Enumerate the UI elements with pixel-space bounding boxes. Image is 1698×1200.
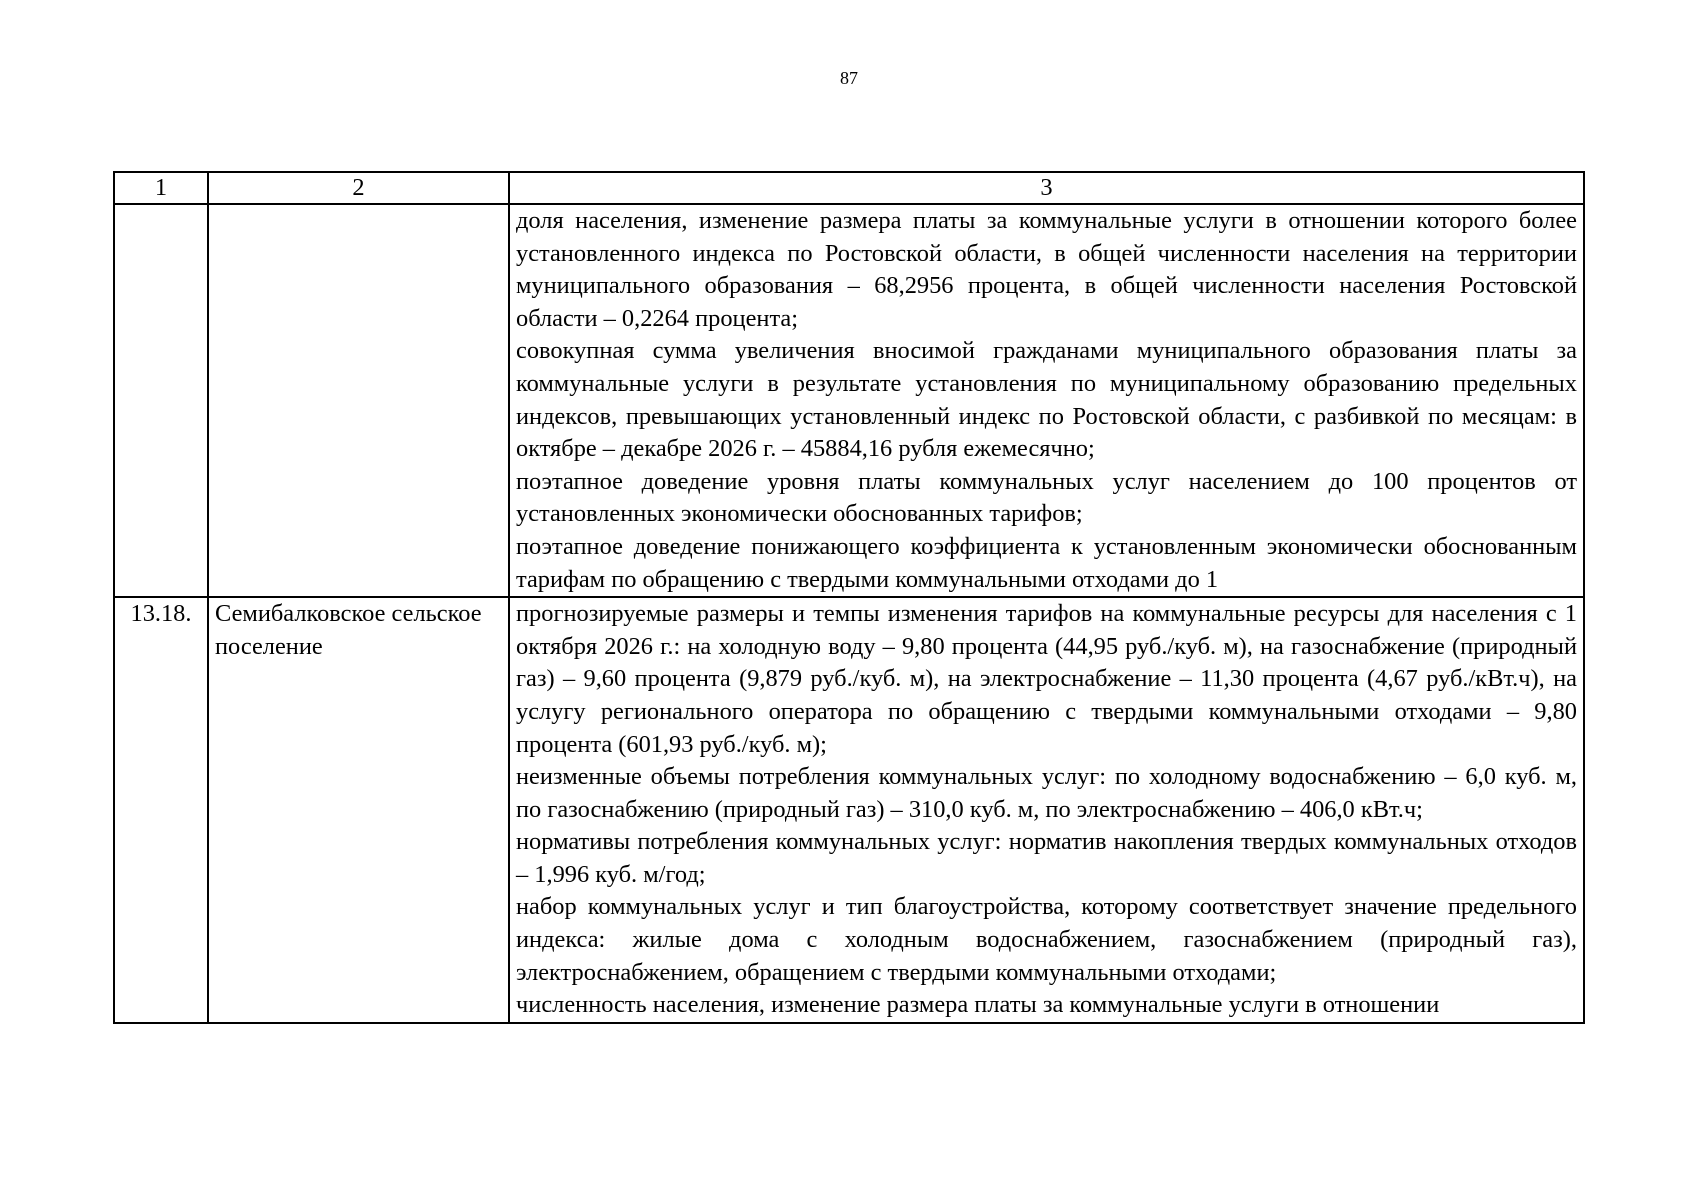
- paragraph: поэтапное доведение понижающего коэффициента к установленным экономически обоснованным тарифам по обращению с твердыми коммунальными отходами до 1: [516, 532, 1577, 593]
- paragraph: доля населения, изменение размера платы за коммунальные услуги в отношении которого более установленного индекса по Ростовской области, в общей численности населения на территории муниципального образования – 68,2956 процента, в общей численности населения Ростовской области – 0,2264 процента;: [516, 207, 1577, 332]
- table-row: [114, 204, 1584, 597]
- paragraph: численность населения, изменение размера платы за коммунальные услуги в отношении: [516, 991, 1440, 1019]
- header-col-1: 1: [114, 172, 208, 204]
- page-number: 87: [840, 68, 858, 88]
- paragraph: нормативы потребления коммунальных услуг: норматив накопления твердых коммунальных отходов – 1,996 куб. м/год;: [516, 828, 1577, 888]
- row-number-cell: [114, 204, 208, 597]
- header-col-3: 3: [509, 172, 1584, 204]
- paragraph: неизменные объемы потребления коммунальных услуг: по холодному водоснабжению – 6,0 куб. м, по газоснабжению (природный газ) – 310,0 куб. м, по электроснабжению – 406,0 кВт.ч;: [516, 763, 1577, 823]
- table-header-row: [114, 172, 1584, 204]
- municipality-name-cell: Семибалковское сельское поселение: [208, 597, 509, 1023]
- paragraph: набор коммунальных услуг и тип благоустройства, которому соответствует значение предельного индекса: жилые дома с холодным водоснабжением, газоснабжением (природный газ), электроснабжением, обращением с твердыми коммунальными отходами;: [516, 893, 1577, 986]
- table-row: [114, 597, 1584, 1023]
- municipality-name-cell: [208, 204, 509, 597]
- paragraph: поэтапное доведение уровня платы коммунальных услуг населением до 100 процентов от установленных экономически обоснованных тарифов;: [516, 467, 1577, 528]
- document-table: [113, 171, 1585, 1024]
- paragraph: прогнозируемые размеры и темпы изменения тарифов на коммунальные ресурсы для населения с 1 октября 2026 г.: на холодную воду – 9,80 процента (44,95 руб./куб. м), на газоснабжение (природный газ) – 9,60 процента (9,879 руб./куб. м), на электроснабжение – 11,30 процента (4,67 руб./кВт.ч), на услугу регионального оператора по обращению с твердыми коммунальными отходами – 9,80 процента (601,93 руб./куб. м);: [516, 600, 1577, 758]
- paragraph: совокупная сумма увеличения вносимой гражданами муниципального образования платы за коммунальные услуги в результате установления по муниципальному образованию предельных индексов, превышающих установленный индекс по Ростовской области, с разбивкой по месяцам: в октябре – декабре 2026 г. – 45884,16 рубля ежемесячно;: [516, 337, 1577, 463]
- description-cell: [509, 204, 1584, 597]
- row-number-cell: 13.18.: [114, 597, 208, 1023]
- header-col-2: 2: [208, 172, 509, 204]
- description-cell: [509, 597, 1584, 1023]
